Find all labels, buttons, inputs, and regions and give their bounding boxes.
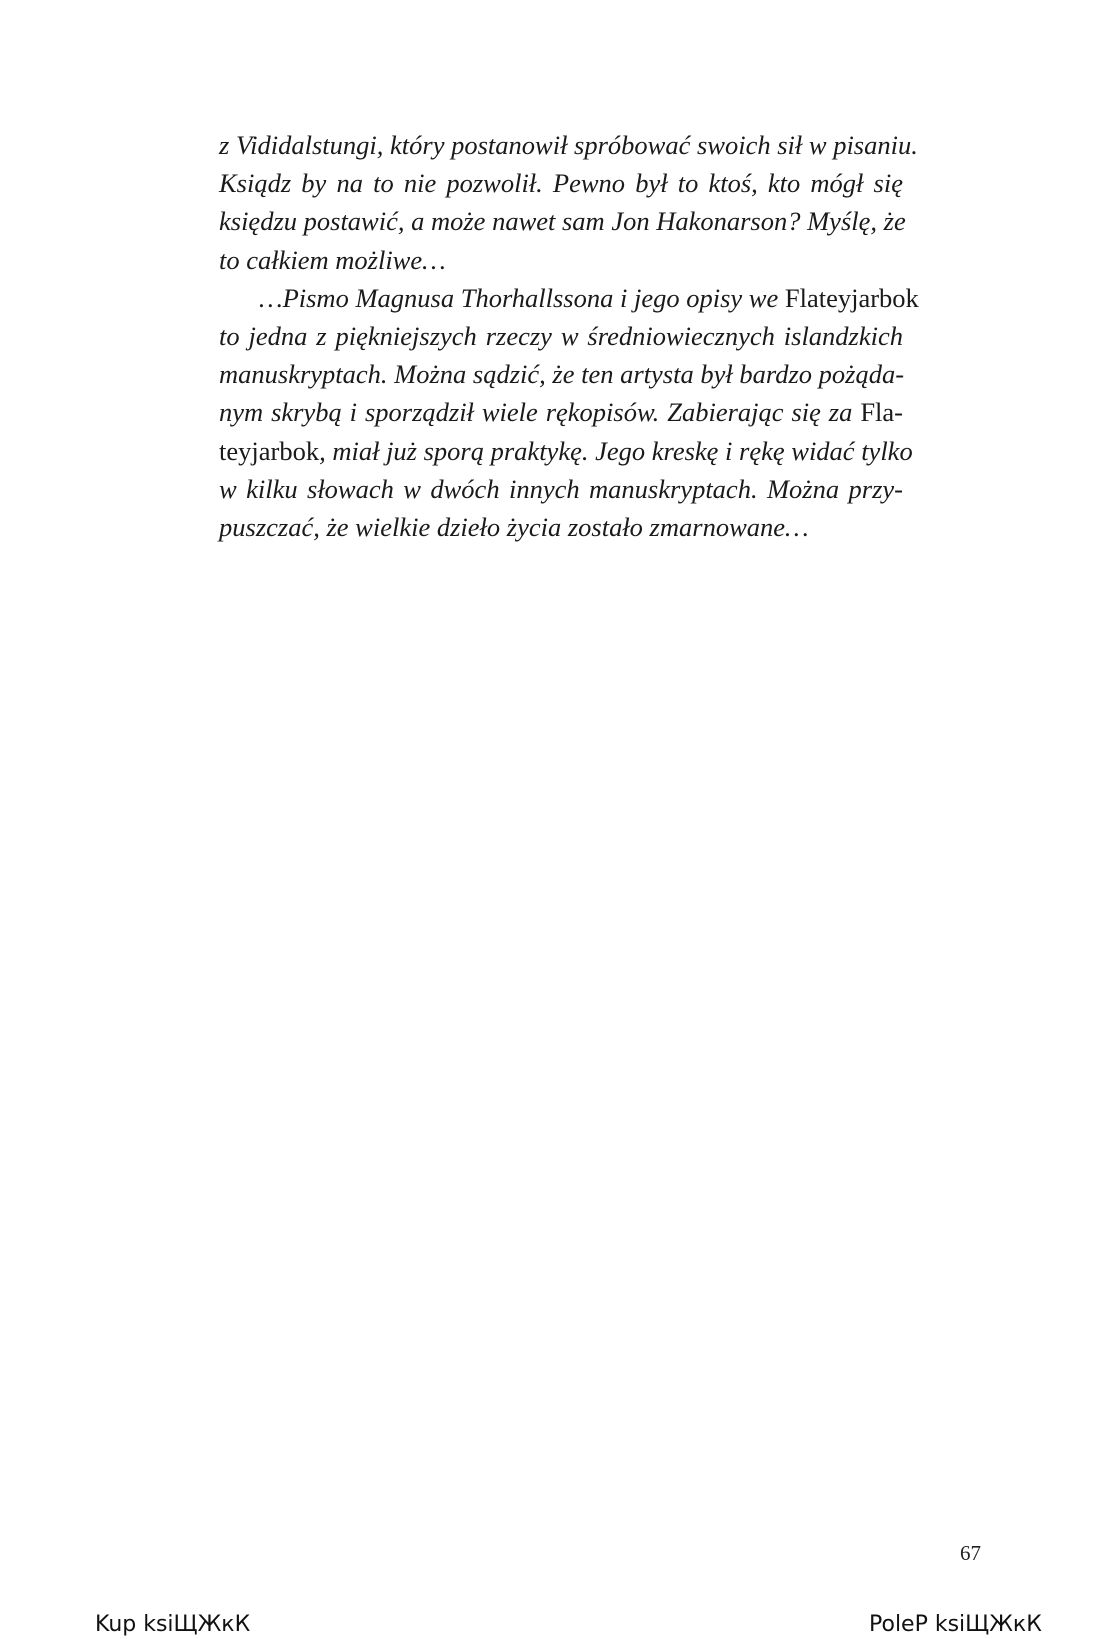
body-text bbox=[219, 126, 919, 546]
text-line: w kilku słowach w dwóch innych manuskryptach. Można przy- bbox=[219, 473, 903, 504]
text-line bbox=[219, 279, 919, 317]
book-title: Fla- bbox=[860, 397, 903, 428]
buy-book-link[interactable]: Kup ksiЩЖкК bbox=[95, 1612, 251, 1637]
text-line bbox=[219, 393, 903, 431]
book-title: Flateyjarbok bbox=[784, 282, 919, 313]
text-line: manuskryptach. Można sądzić, że ten artysta był bardzo pożąda- bbox=[219, 359, 905, 390]
text-line: puszczać, że wielkie dzieło życia zostało zmarnowane… bbox=[219, 511, 809, 542]
text-fragment: , miał już sporą praktykę. Jego kreskę i rękę widać tylko bbox=[319, 435, 913, 466]
text-line: księdzu postawić, a może nawet sam Jon Hakonarson? Myślę, że bbox=[219, 206, 906, 237]
book-title: teyjarbok bbox=[219, 435, 320, 466]
text-line: z Vididalstungi, który postanowił spróbować swoich sił w pisaniu. bbox=[219, 130, 918, 160]
text-line: to jedna z piękniejszych rzeczy w średniowiecznych islandzkich bbox=[219, 320, 903, 351]
text-fragment: nym skrybą i sporządził wiele rękopisów. Zabierając się za bbox=[219, 397, 861, 428]
page-number: 67 bbox=[960, 1541, 981, 1565]
recommend-book-link[interactable]: PoleР ksiЩЖкК bbox=[869, 1612, 1042, 1637]
text-fragment: …Pismo Magnusa Thorhallssona i jego opisy we bbox=[259, 282, 785, 313]
text-line: to całkiem możliwe… bbox=[219, 244, 446, 275]
text-line: Ksiądz by na to nie pozwolił. Pewno był to ktoś, kto mógł się bbox=[219, 168, 903, 199]
text-line bbox=[219, 432, 913, 470]
